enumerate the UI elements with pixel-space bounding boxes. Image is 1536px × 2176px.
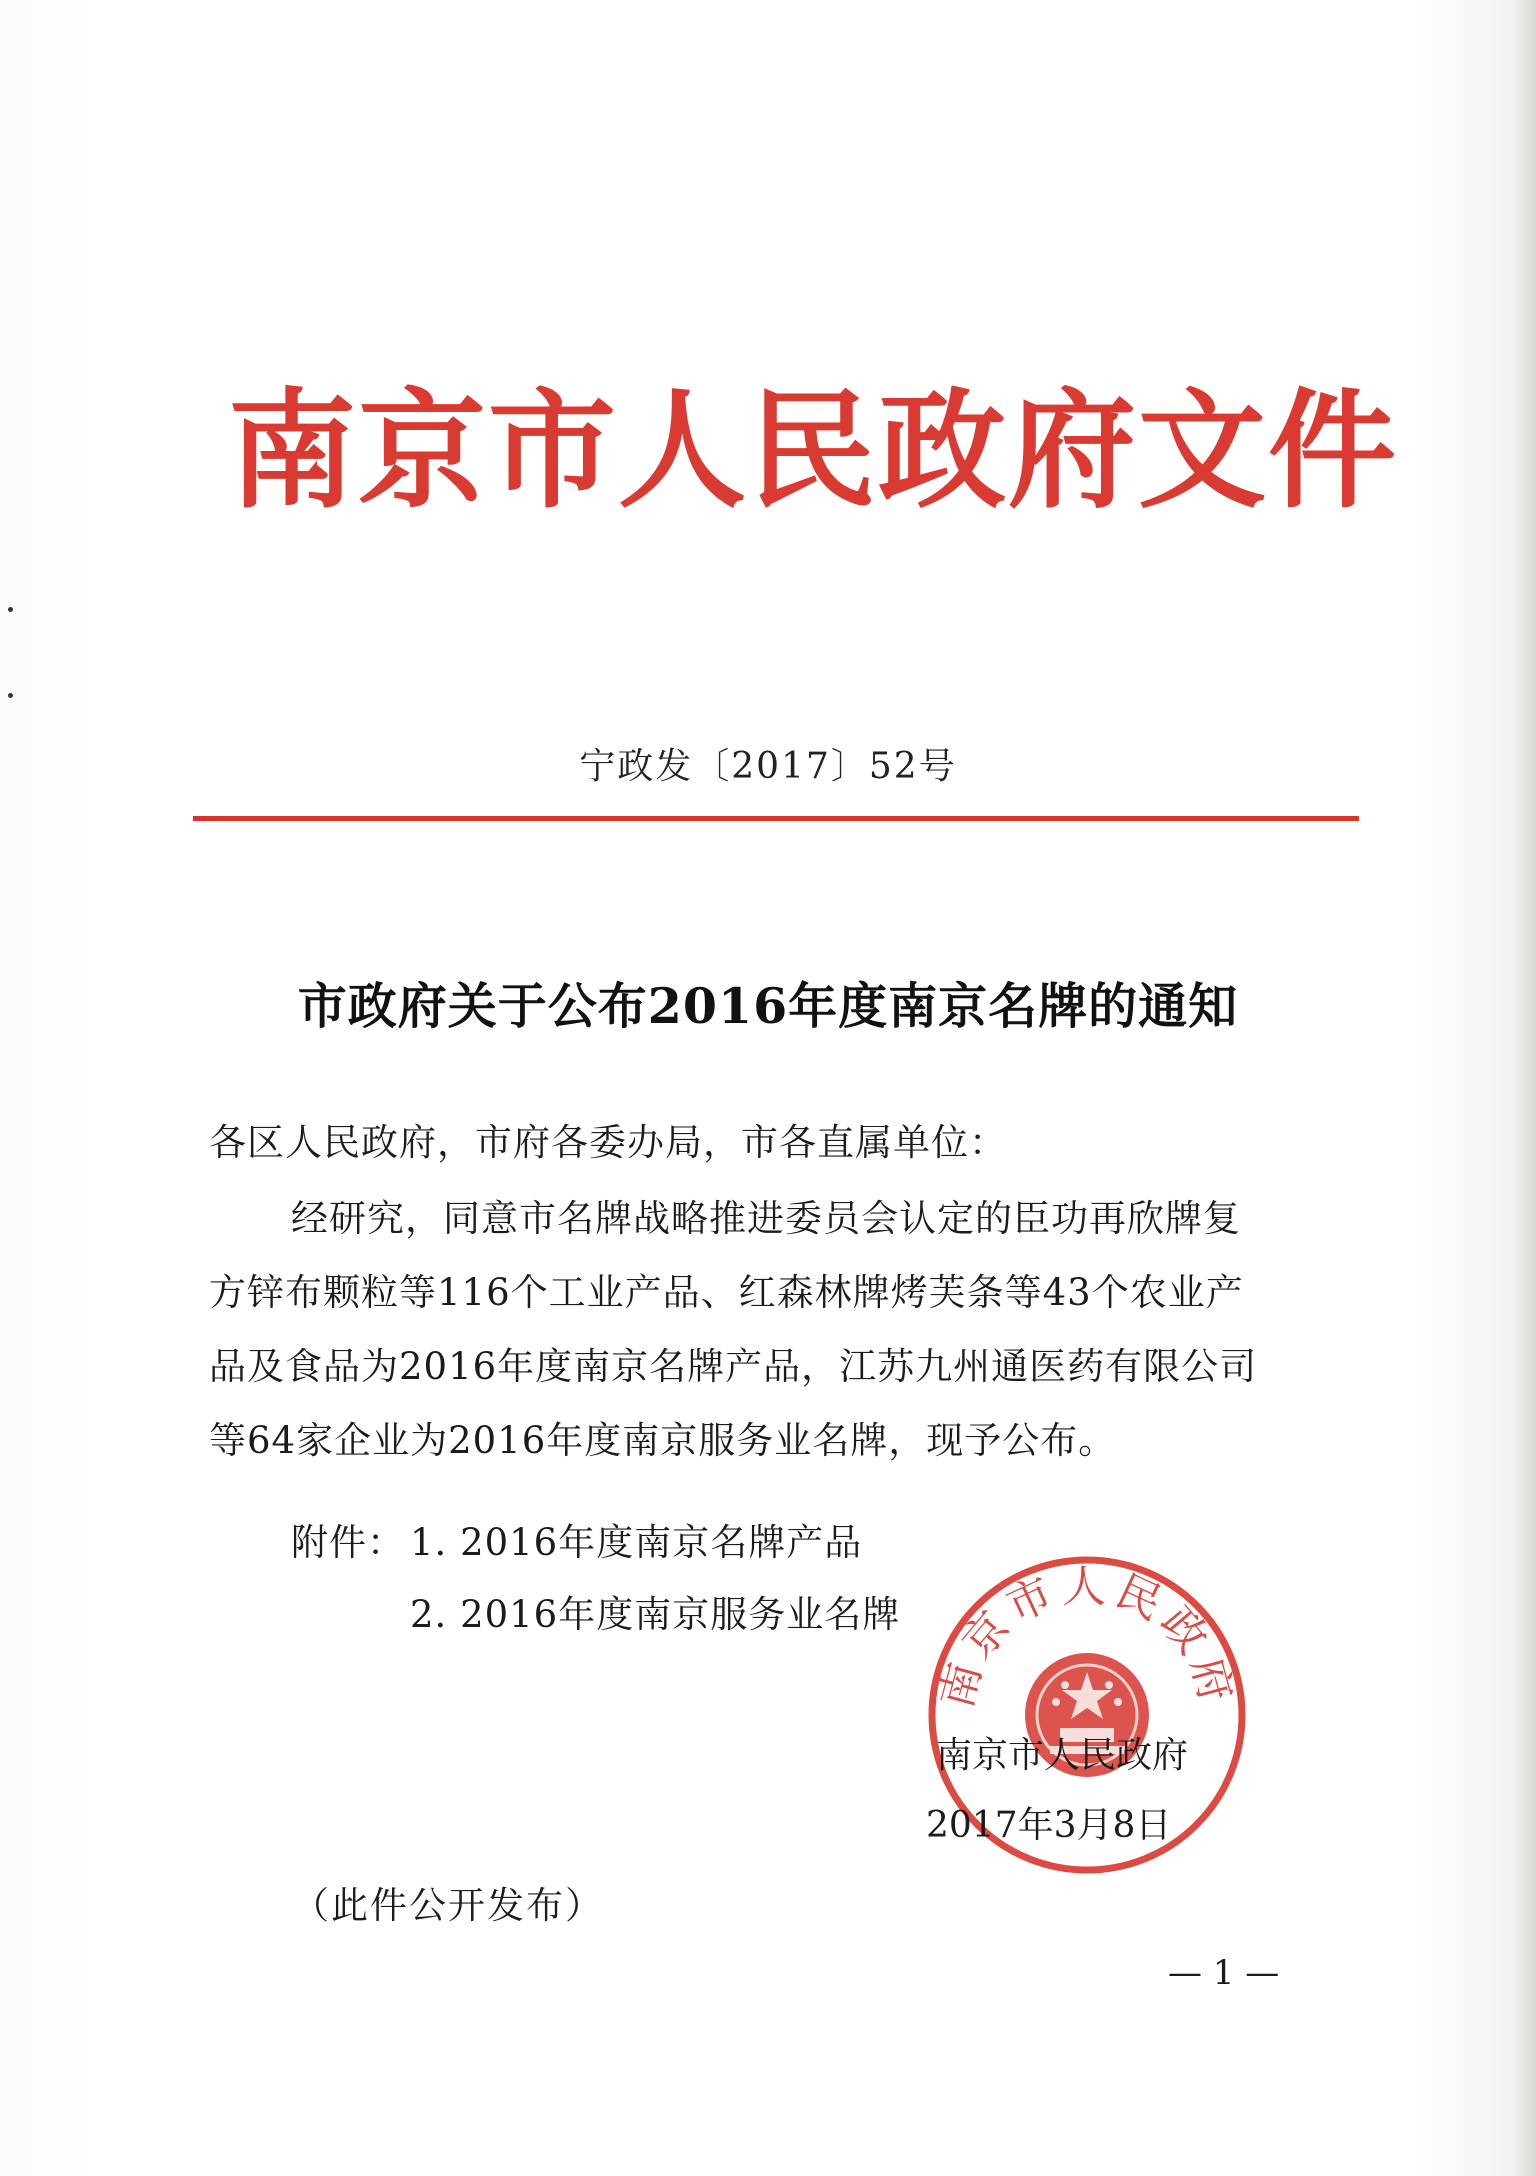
document-title: 市政府关于公布2016年度南京名牌的通知 xyxy=(297,977,1239,1035)
punch-mark xyxy=(8,607,13,612)
red-header-issuing-authority: 南京市人民政府文件 xyxy=(228,377,1399,526)
body-line: 品及食品为2016年度南京名牌产品，江苏九州通医药有限公司 xyxy=(209,1345,1258,1388)
issuing-organization: 南京市人民政府 xyxy=(936,1735,1189,1776)
attachment-item: 1. 2016年度南京名牌产品 xyxy=(410,1521,863,1564)
page-edge-shadow xyxy=(1514,0,1536,2176)
seal-text: 南京市人民政府 xyxy=(930,1561,1244,1714)
body-line: 经研究，同意市名牌战略推进委员会认定的臣功再欣牌复 xyxy=(291,1197,1241,1240)
body-line: 方锌布颗粒等116个工业产品、红森林牌烤芙条等43个农业产 xyxy=(209,1271,1244,1314)
public-release-note: （此件公开发布） xyxy=(292,1884,604,1927)
punch-mark xyxy=(8,693,13,698)
attachments-label: 附件： xyxy=(291,1521,405,1564)
issue-date: 2017年3月8日 xyxy=(926,1805,1172,1846)
body-line: 等64家企业为2016年度南京服务业名牌，现予公布。 xyxy=(209,1419,1117,1462)
page-number: — 1 — xyxy=(1168,1953,1280,1993)
red-separator-line xyxy=(193,816,1359,821)
attachment-item: 2. 2016年度南京服务业名牌 xyxy=(410,1593,901,1636)
addressee-line: 各区人民政府，市府各委办局，市各直属单位： xyxy=(209,1121,1007,1164)
document-number: 宁政发〔2017〕52号 xyxy=(579,746,957,787)
